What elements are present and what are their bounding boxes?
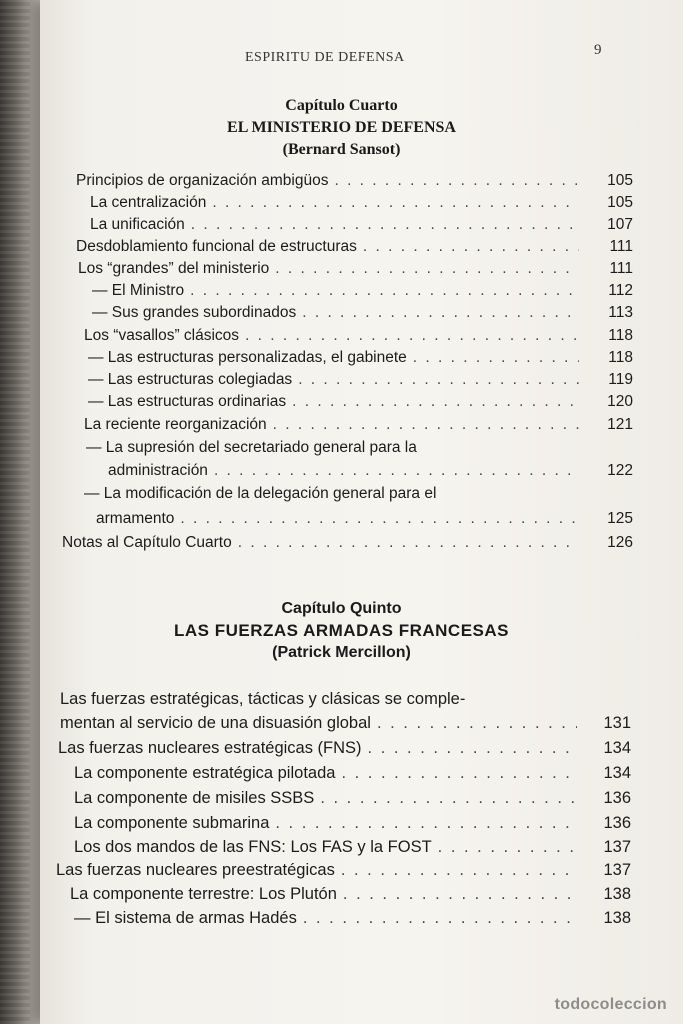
toc-entry-label: La centralización [90, 194, 207, 211]
toc-entry-label: Las fuerzas nucleares estratégicas (FNS) [58, 739, 362, 757]
toc-entry-page: 120 [607, 393, 633, 410]
toc-leader [245, 327, 579, 345]
toc-leader [275, 260, 579, 278]
toc-leader [275, 814, 577, 833]
toc-entry-page: 131 [603, 714, 631, 732]
toc-leader [238, 534, 579, 552]
chapter-number: Capítulo Cuarto [285, 97, 398, 114]
toc-entry [74, 789, 631, 808]
toc-entry [74, 814, 631, 833]
toc-entry [76, 238, 633, 256]
toc-leader [363, 238, 579, 256]
toc-entry-page: 137 [603, 861, 631, 879]
toc-leader [368, 739, 577, 758]
running-head: ESPIRITU DE DEFENSA [245, 50, 405, 65]
toc-entry [90, 194, 633, 212]
toc-entry-page: 118 [608, 349, 633, 366]
toc-entry-page: 105 [607, 194, 633, 211]
toc-entry-label: mentan al servicio de una disuasión global [60, 714, 371, 732]
toc-entry-label: La componente submarina [74, 814, 270, 832]
toc-entry-page: 138 [603, 909, 631, 927]
toc-entry [74, 838, 631, 857]
toc-entry-label: Notas al Capítulo Cuarto [62, 534, 232, 551]
toc-entry-line: — La modificación de la delegación general para el [84, 485, 437, 502]
toc-leader [343, 885, 577, 904]
toc-entry-label: La componente estratégica pilotada [74, 764, 336, 782]
toc-leader [303, 909, 577, 928]
toc-entry [88, 371, 633, 389]
watermark: todocoleccion [554, 996, 667, 1013]
toc-leader [320, 789, 577, 808]
toc-entry-line: Las fuerzas estratégicas, tácticas y clásicas se comple- [60, 690, 466, 708]
toc-entry-page: 111 [609, 238, 633, 255]
toc-entry [84, 416, 633, 434]
toc-entry-page: 111 [609, 260, 633, 277]
toc-entry [70, 885, 631, 904]
toc-entry-label: La unificación [90, 216, 185, 233]
toc-entry-page: 138 [603, 885, 631, 903]
toc-leader [298, 371, 579, 389]
toc-leader [214, 462, 579, 480]
chapter-5-heading [0, 598, 683, 664]
page-number: 9 [594, 42, 602, 58]
toc-entry [62, 534, 633, 552]
toc-entry-label: armamento [96, 510, 175, 527]
toc-entry-page: 126 [607, 534, 633, 551]
toc-entry-label: La componente terrestre: Los Plutón [70, 885, 337, 903]
toc-entry-label: — Las estructuras ordinarias [88, 393, 287, 410]
toc-entry [60, 714, 631, 733]
toc-leader [212, 194, 579, 212]
toc-entry-label: — Sus grandes subordinados [92, 304, 297, 321]
toc-entry-label: administración [108, 462, 208, 479]
toc-entry-label: — Las estructuras colegiadas [88, 371, 293, 388]
toc-leader [341, 764, 577, 783]
toc-entry [78, 260, 633, 278]
toc-entry-page: 119 [608, 371, 633, 388]
toc-entry-page: 122 [607, 462, 633, 479]
toc-entry-page: 134 [603, 739, 631, 757]
chapter-4-heading [0, 95, 683, 161]
toc-leader [377, 714, 577, 733]
toc-entry [108, 462, 633, 480]
toc-leader [180, 510, 579, 528]
toc-entry-label: Desdoblamiento funcional de estructuras [76, 238, 357, 255]
toc-entry [96, 510, 633, 528]
toc-entry-page: 113 [608, 304, 633, 321]
toc-entry-label: — Las estructuras personalizadas, el gabinete [88, 349, 407, 366]
toc-entry-label: Las fuerzas nucleares preestratégicas [56, 861, 335, 879]
toc-leader [302, 304, 579, 322]
toc-entry [92, 304, 633, 322]
toc-leader [341, 861, 577, 880]
chapter-title: LAS FUERZAS ARMADAS FRANCESAS [174, 621, 509, 640]
toc-entry [92, 282, 633, 300]
toc-entry-page: 118 [608, 327, 633, 344]
toc-leader [413, 349, 579, 367]
toc-entry [90, 216, 633, 234]
toc-leader [190, 282, 579, 300]
toc-entry-label: La reciente reorganización [84, 416, 267, 433]
chapter-author: (Patrick Mercillon) [272, 644, 411, 661]
toc-entry-page: 112 [608, 282, 633, 299]
toc-entry [56, 861, 631, 880]
chapter-title: EL MINISTERIO DE DEFENSA [227, 119, 456, 136]
toc-entry-label: Los “grandes” del ministerio [78, 260, 270, 277]
toc-entry-label: Los “vasallos” clásicos [84, 327, 240, 344]
toc-leader [292, 393, 579, 411]
toc-entry-label: — El sistema de armas Hadés [74, 909, 297, 927]
toc-entry-page: 125 [607, 510, 633, 527]
toc-leader [273, 416, 579, 434]
toc-entry-page: 105 [607, 172, 633, 189]
toc-entry-page: 136 [603, 789, 631, 807]
toc-entry [74, 909, 631, 928]
toc-entry [76, 172, 633, 190]
toc-entry [58, 739, 631, 758]
toc-entry-label: — El Ministro [92, 282, 185, 299]
toc-entry [88, 393, 633, 411]
toc-leader [191, 216, 579, 234]
toc-entry-label: Los dos mandos de las FNS: Los FAS y la FOST [74, 838, 432, 856]
toc-entry-page: 107 [607, 216, 633, 233]
toc-entry-page: 136 [603, 814, 631, 832]
toc-entry [74, 764, 631, 783]
toc-entry-label: La componente de misiles SSBS [74, 789, 315, 807]
toc-entry-label: Principios de organización ambigüos [76, 172, 329, 189]
toc-entry [84, 327, 633, 345]
toc-leader [438, 838, 577, 857]
toc-entry-page: 137 [603, 838, 631, 856]
chapter-author: (Bernard Sansot) [282, 141, 401, 158]
chapter-number: Capítulo Quinto [281, 600, 402, 617]
toc-entry [88, 349, 633, 367]
toc-entry-page: 121 [607, 416, 633, 433]
toc-leader [334, 172, 579, 190]
toc-entry-line: — La supresión del secretariado general para la [86, 439, 417, 456]
toc-entry-page: 134 [603, 764, 631, 782]
